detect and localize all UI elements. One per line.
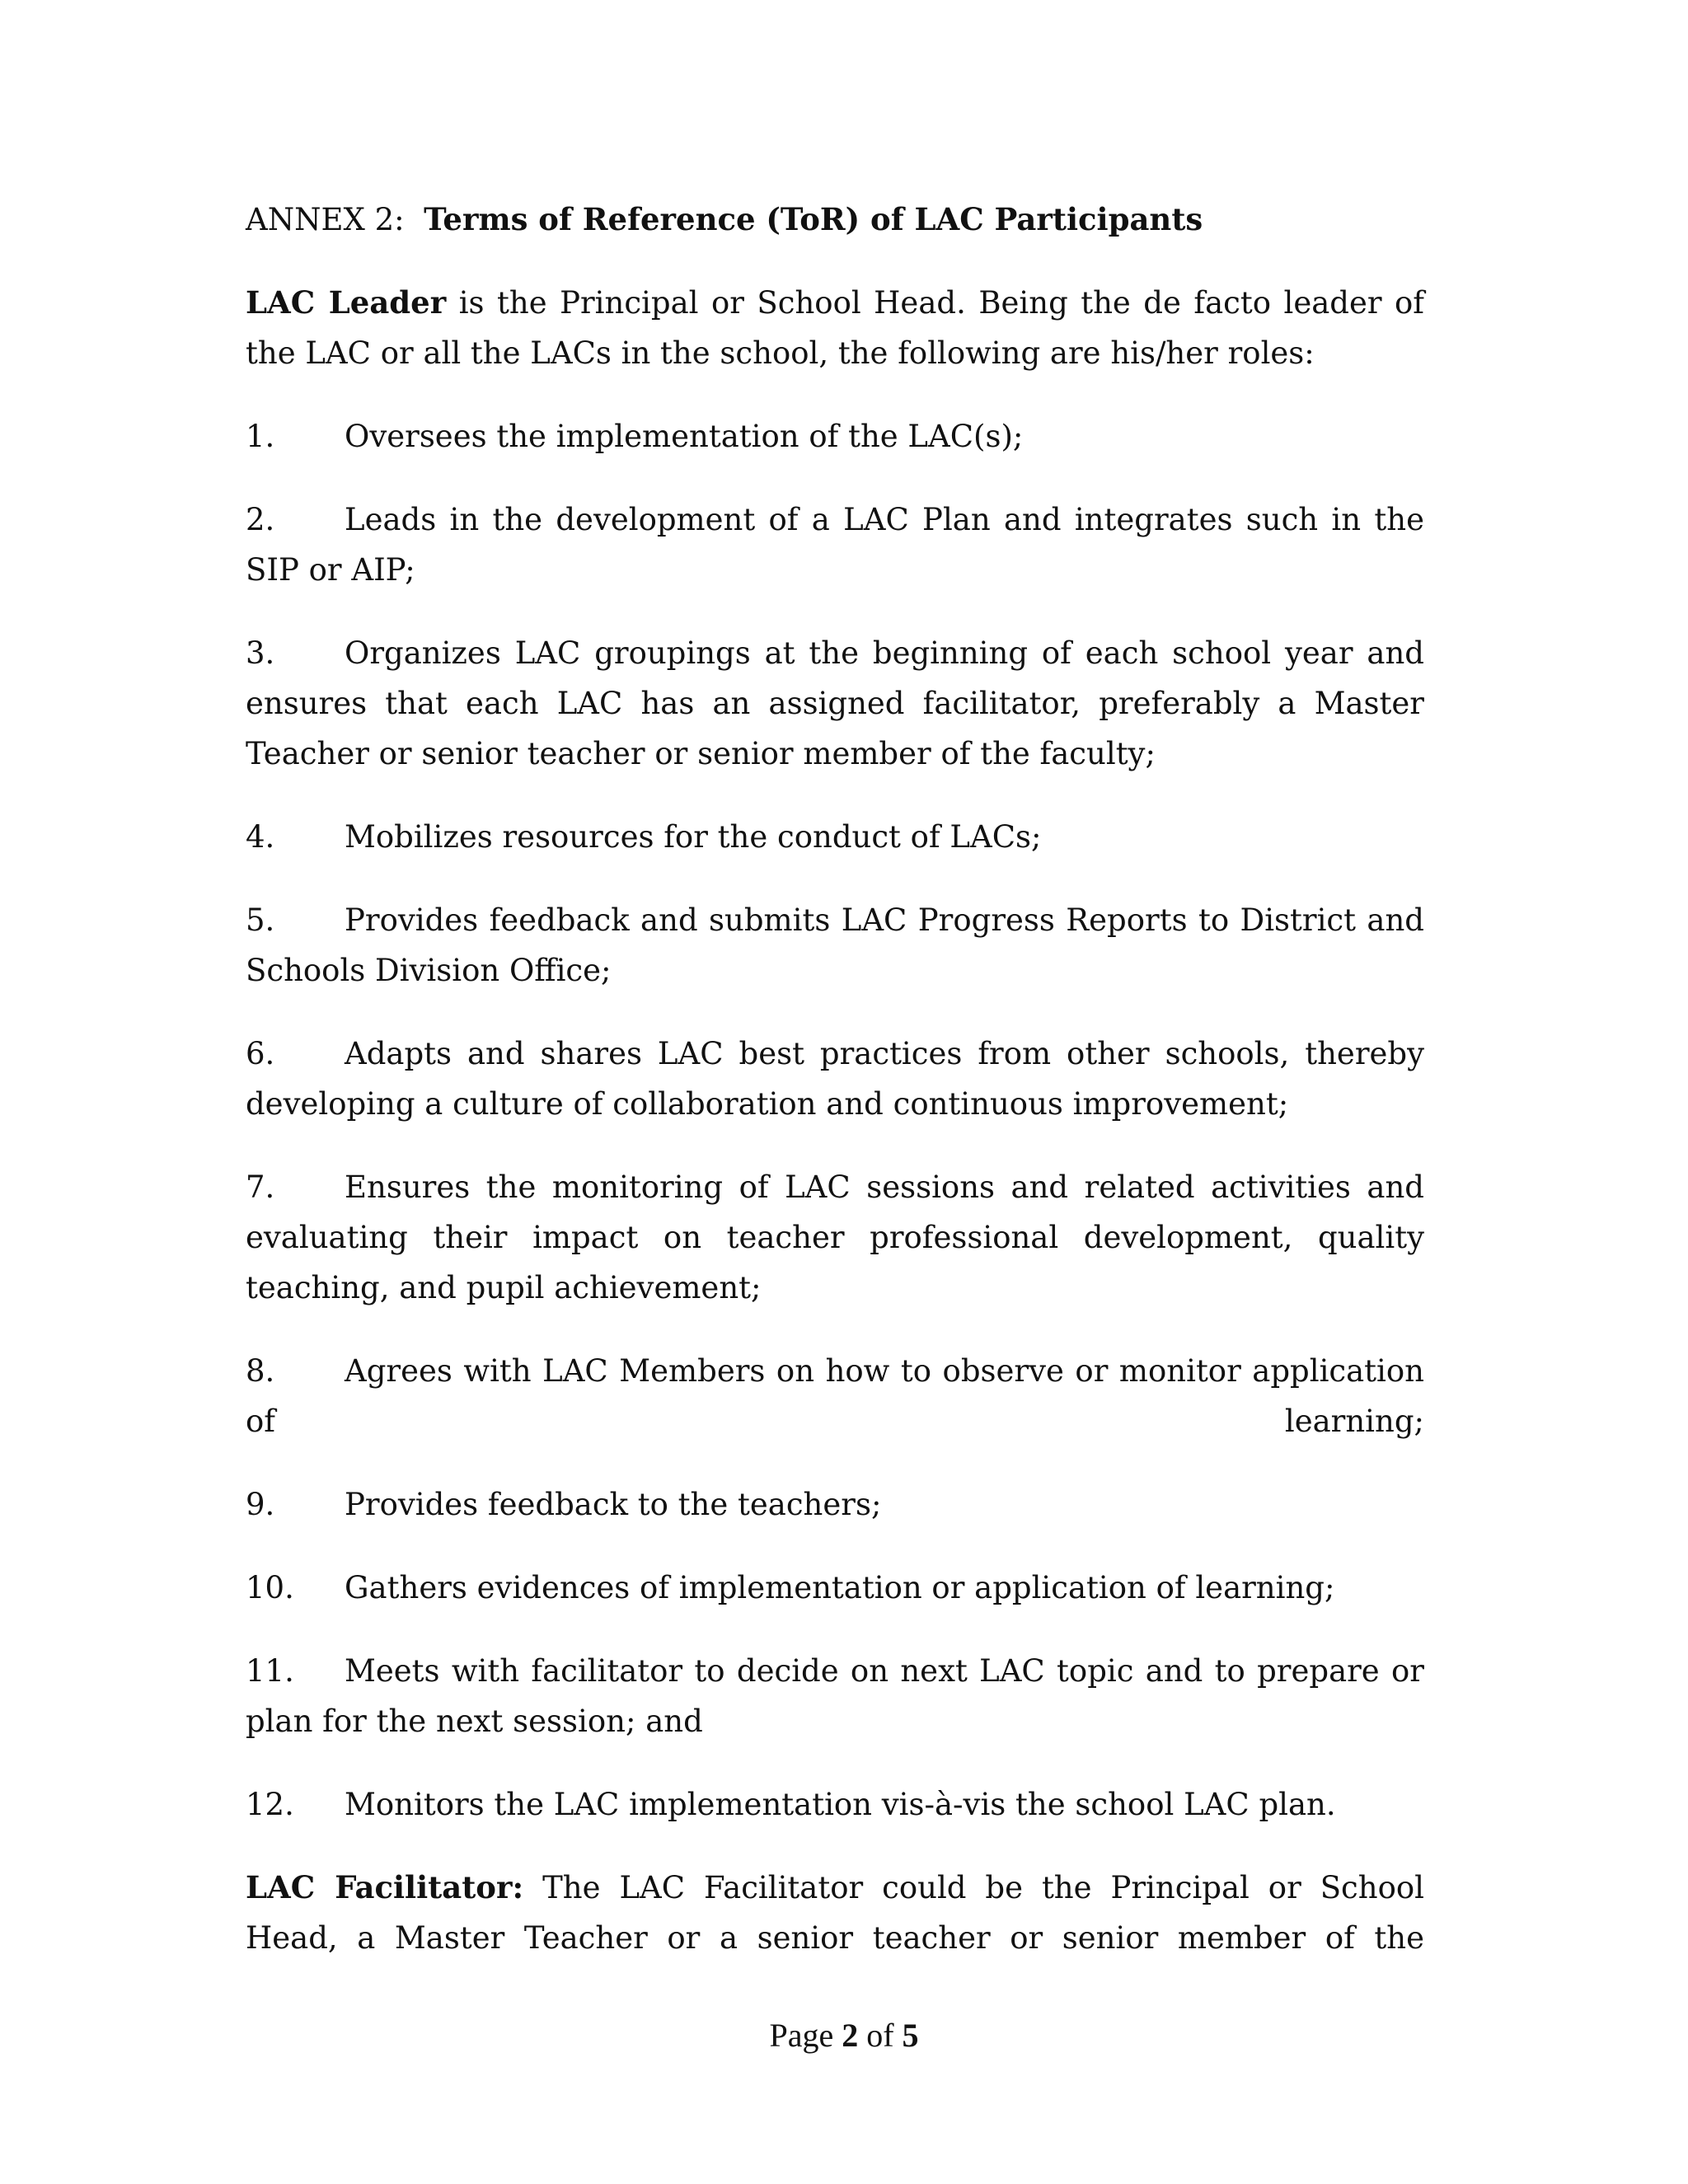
list-item-text: Gathers evidences of implementation or application of learning;	[345, 1570, 1335, 1605]
list-item	[246, 494, 1424, 595]
list-item-text: Leads in the development of a LAC Plan and integrates such in the SIP or AIP;	[246, 502, 1424, 588]
list-item-number: 3.	[246, 635, 275, 671]
current-page-number: 2	[842, 2017, 859, 2054]
list-item	[246, 411, 1424, 462]
lac-facilitator-paragraph	[246, 1863, 1424, 1963]
list-item	[246, 895, 1424, 996]
list-item-number: 4.	[246, 819, 275, 855]
list-item	[246, 1346, 1424, 1446]
lac-leader-text: is the Principal or School Head. Being the de facto leader of the LAC or all the LACs in the school, the following are his/her roles:	[246, 285, 1424, 371]
list-item-text: Provides feedback and submits LAC Progress Reports to District and Schools Division Office;	[246, 902, 1424, 988]
list-item-number: 6.	[246, 1036, 275, 1071]
list-item-number: 2.	[246, 502, 275, 537]
list-item	[246, 1162, 1424, 1313]
list-item-text: Monitors the LAC implementation vis-à-vis the school LAC plan.	[345, 1787, 1336, 1822]
total-page-number: 5	[902, 2017, 919, 2054]
annex-heading	[246, 194, 1424, 245]
list-item-text: Ensures the monitoring of LAC sessions and related activities and evaluating their impact on teacher professional development, quality teaching, and pupil achievement;	[246, 1169, 1424, 1305]
list-item-text: Agrees with LAC Members on how to observe or monitor application of learning;	[246, 1353, 1424, 1439]
lac-facilitator-text: The LAC Facilitator could be the Principal or School Head, a Master Teacher or a senior teacher or senior member of the	[246, 1870, 1424, 1956]
list-item-text: Meets with facilitator to decide on next LAC topic and to prepare or plan for the next session; and	[246, 1653, 1424, 1739]
list-item-number: 10.	[246, 1570, 294, 1605]
list-item-number: 9.	[246, 1487, 275, 1522]
lac-leader-paragraph	[246, 278, 1424, 378]
list-item-text: Provides feedback to the teachers;	[345, 1487, 882, 1522]
list-item	[246, 1563, 1424, 1613]
list-item-text: Mobilizes resources for the conduct of LACs;	[345, 819, 1042, 855]
lac-leader-label: LAC Leader	[246, 284, 447, 321]
annex-prefix: ANNEX 2:	[246, 202, 405, 237]
of-word: of	[866, 2017, 894, 2054]
list-item-text: Organizes LAC groupings at the beginning of each school year and ensures that each LAC has an assigned facilitator, preferably a Master Teacher or senior teacher or senior member of the faculty;	[246, 635, 1424, 771]
lac-facilitator-label: LAC Facilitator:	[246, 1869, 524, 1905]
list-item-number: 1.	[246, 419, 275, 454]
list-item-number: 7.	[246, 1169, 275, 1205]
list-item-text: Oversees the implementation of the LAC(s);	[345, 419, 1024, 454]
roles-list	[246, 411, 1424, 1830]
list-item	[246, 628, 1424, 779]
list-item-number: 8.	[246, 1353, 275, 1389]
page-word: Page	[769, 2017, 834, 2054]
list-item-text: Adapts and shares LAC best practices from other schools, thereby developing a culture of collaboration and continuous improvement;	[246, 1036, 1424, 1122]
list-item	[246, 1029, 1424, 1129]
list-item-number: 5.	[246, 902, 275, 938]
list-item-number: 11.	[246, 1653, 294, 1689]
page-footer	[0, 2015, 1688, 2056]
list-item	[246, 1646, 1424, 1746]
annex-title: Terms of Reference (ToR) of LAC Participants	[424, 201, 1203, 237]
document-page	[246, 194, 1424, 1963]
list-item-number: 12.	[246, 1787, 294, 1822]
list-item	[246, 1479, 1424, 1530]
list-item	[246, 812, 1424, 862]
list-item	[246, 1779, 1424, 1830]
